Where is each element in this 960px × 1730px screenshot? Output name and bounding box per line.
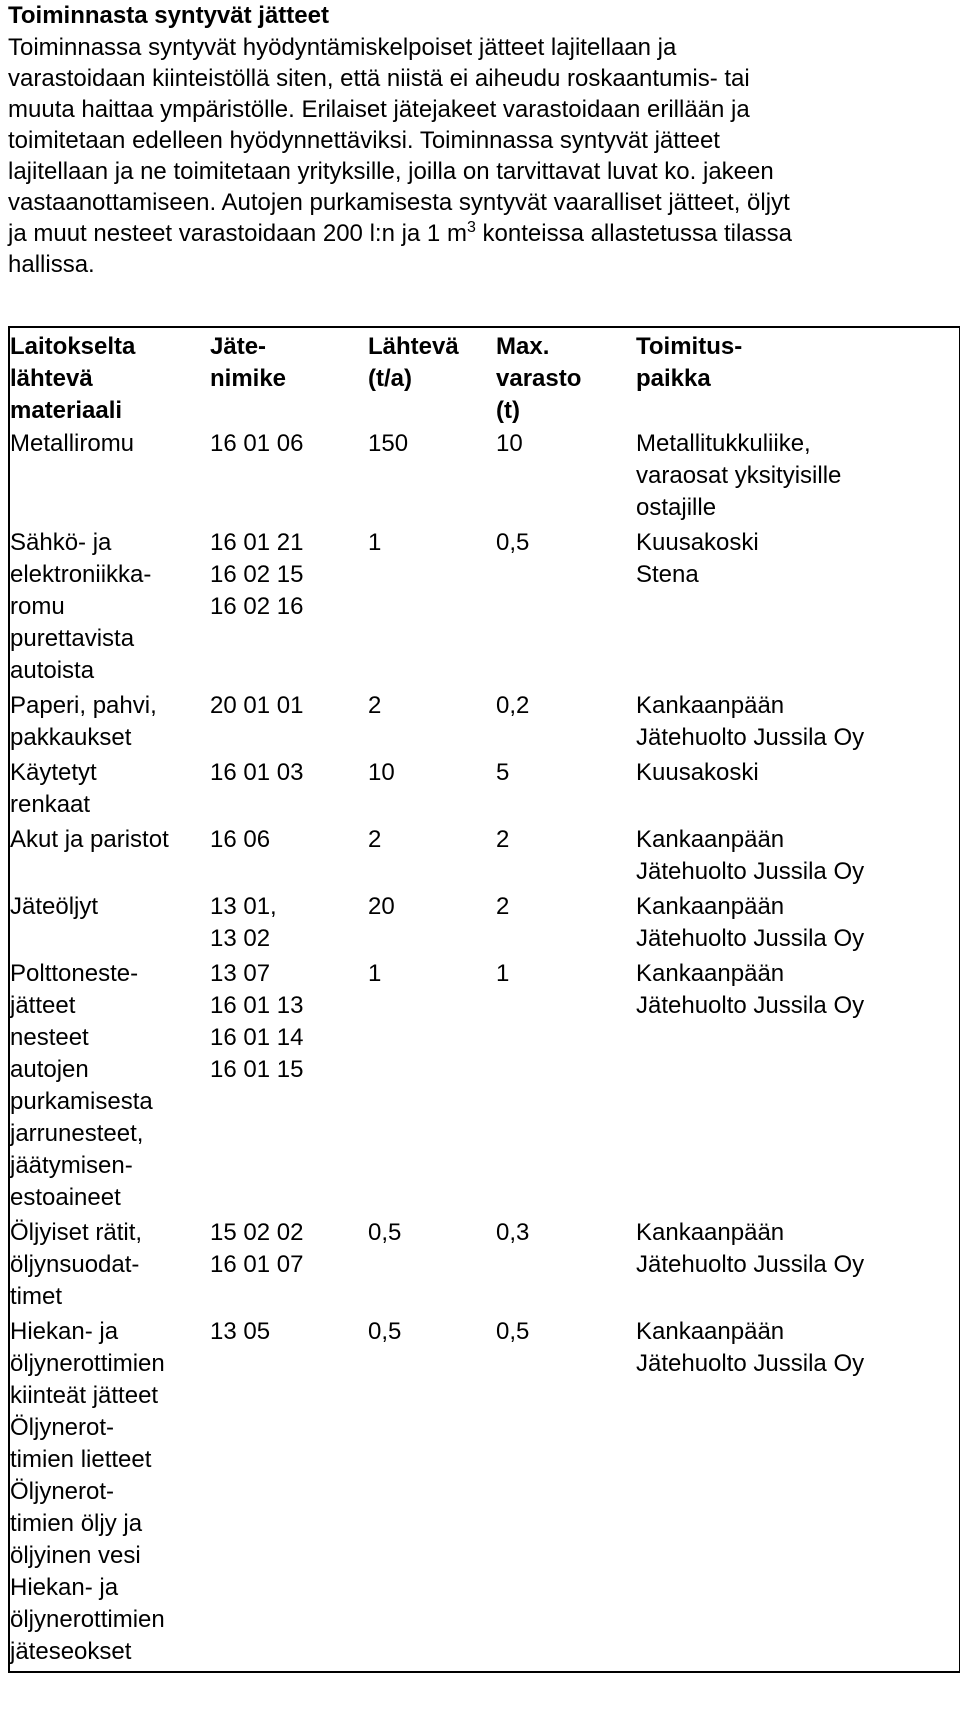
header-material: Laitokselta lähtevä materiaali (10, 333, 136, 424)
paragraph-line: Toiminnassa syntyvät hyödyntämiskelpoiset jätteet lajitellaan ja (8, 34, 677, 61)
cell-waste-code: 16 06 (210, 826, 271, 853)
table-header-row (9, 327, 960, 428)
cell-waste-code: 16 01 21 16 02 15 16 02 16 (210, 529, 304, 620)
cell-destination: Kankaanpään Jätehuolto Jussila Oy (636, 826, 865, 885)
cell-max-storage: 2 (496, 893, 510, 920)
cell-waste-code: 15 02 02 16 01 07 (210, 1219, 304, 1278)
cell-max-storage: 5 (496, 759, 510, 786)
cell-material: Hiekan- ja öljynerottimien kiinteät jätteet Öljynerot- timien lietteet Öljynerot- timien öljy ja öljyinen vesi Hiekan- ja öljynerottimien jäteseokset (10, 1318, 165, 1665)
paragraph-line: varastoidaan kiinteistöllä siten, että niistä ei aiheudu roskaantumis- tai (8, 65, 750, 92)
table-row (9, 757, 960, 824)
cell-material: Öljyiset rätit, öljynsuodat- timet (10, 1219, 143, 1310)
cell-max-storage: 0,5 (496, 1318, 530, 1345)
cell-material: Akut ja paristot (10, 826, 169, 853)
table-row (9, 824, 960, 891)
table-row (9, 1316, 960, 1672)
cell-outgoing: 10 (368, 759, 395, 786)
cell-waste-code: 13 01, 13 02 (210, 893, 277, 952)
cell-max-storage: 2 (496, 826, 510, 853)
paragraph-line: toimitetaan edelleen hyödynnettäviksi. Toiminnassa syntyvät jätteet (8, 127, 720, 154)
waste-table (8, 326, 960, 1673)
cell-destination: Kankaanpään Jätehuolto Jussila Oy (636, 893, 865, 952)
cell-material: Metalliromu (10, 430, 135, 457)
paragraph-line: konteissa allastetussa tilassa (475, 220, 793, 247)
header-max-storage: Max. varasto (t) (496, 333, 582, 424)
document-page (8, 0, 956, 1665)
cell-material: Sähkö- ja elektroniikka- romu purettavista autoista (10, 529, 152, 684)
table-row (9, 527, 960, 690)
cell-outgoing: 150 (368, 430, 409, 457)
cell-outgoing: 1 (368, 960, 382, 987)
cell-outgoing: 20 (368, 893, 395, 920)
cell-destination: Kankaanpään Jätehuolto Jussila Oy (636, 692, 865, 751)
cell-outgoing: 0,5 (368, 1219, 402, 1246)
cell-destination: Kankaanpään Jätehuolto Jussila Oy (636, 1318, 865, 1377)
cell-destination: Kuusakoski (636, 759, 759, 786)
cell-material: Käytetyt renkaat (10, 759, 97, 818)
table-row (9, 891, 960, 958)
paragraph-line: lajitellaan ja ne toimitetaan yrityksille, joilla on tarvittavat luvat ko. jakeen (8, 158, 774, 185)
section-title: Toiminnasta syntyvät jätteet (8, 2, 329, 29)
header-destination: Toimitus- paikka (636, 333, 743, 392)
cell-waste-code: 13 05 (210, 1318, 271, 1345)
cell-max-storage: 0,3 (496, 1219, 530, 1246)
table-row (9, 1217, 960, 1316)
cell-max-storage: 10 (496, 430, 523, 457)
cell-outgoing: 2 (368, 692, 382, 719)
paragraph-line: hallissa. (8, 251, 95, 278)
paragraph-line: ja muut nesteet varastoidaan 200 l:n ja 1 m (8, 220, 467, 247)
cell-waste-code: 16 01 03 (210, 759, 304, 786)
waste-table-body (9, 327, 960, 1672)
header-outgoing: Lähtevä (t/a) (368, 333, 459, 392)
cell-material: Jäteöljyt (10, 893, 99, 920)
cell-waste-code: 20 01 01 (210, 692, 304, 719)
paragraph-line: vastaanottamiseen. Autojen purkamisesta syntyvät vaaralliset jätteet, öljyt (8, 189, 790, 216)
section-paragraph (8, 32, 956, 280)
cell-outgoing: 0,5 (368, 1318, 402, 1345)
cell-outgoing: 1 (368, 529, 382, 556)
cell-max-storage: 0,2 (496, 692, 530, 719)
cell-destination: Kuusakoski Stena (636, 529, 759, 588)
cell-material: Polttoneste- jätteet nesteet autojen purkamisesta jarrunesteet, jäätymisen- estoaineet (10, 960, 153, 1211)
cell-max-storage: 0,5 (496, 529, 530, 556)
cell-destination: Metallitukkuliike, varaosat yksityisille ostajille (636, 430, 842, 521)
table-row (9, 690, 960, 757)
cell-waste-code: 13 07 16 01 13 16 01 14 16 01 15 (210, 960, 304, 1083)
cell-destination: Kankaanpään Jätehuolto Jussila Oy (636, 960, 865, 1019)
cell-waste-code: 16 01 06 (210, 430, 304, 457)
header-waste-code: Jäte- nimike (210, 333, 287, 392)
table-row (9, 428, 960, 527)
cell-max-storage: 1 (496, 960, 510, 987)
cell-destination: Kankaanpään Jätehuolto Jussila Oy (636, 1219, 865, 1278)
cell-outgoing: 2 (368, 826, 382, 853)
superscript-three: 3 (466, 219, 476, 236)
table-row (9, 958, 960, 1217)
cell-material: Paperi, pahvi, pakkaukset (10, 692, 157, 751)
paragraph-line: muuta haittaa ympäristölle. Erilaiset jätejakeet varastoidaan erillään ja (8, 96, 750, 123)
